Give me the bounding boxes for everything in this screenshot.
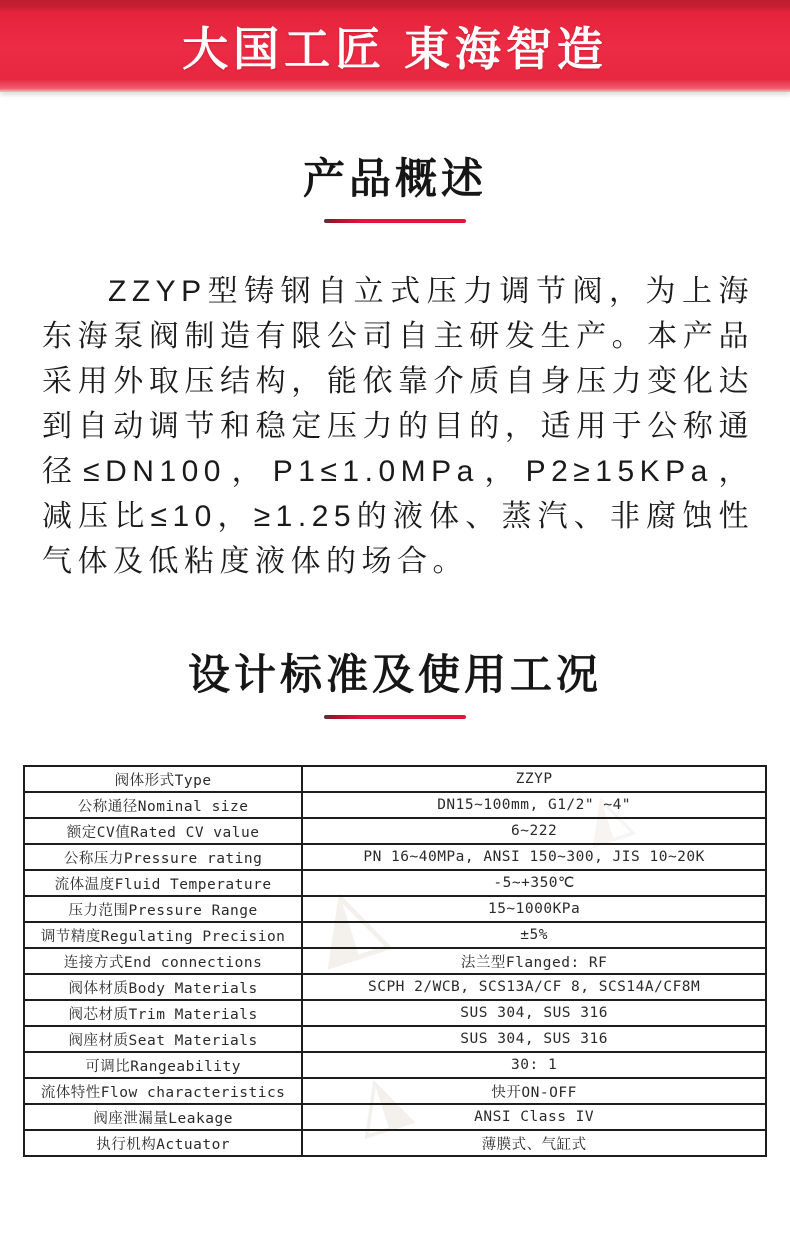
table-row bbox=[24, 974, 766, 1000]
table-row bbox=[24, 922, 766, 948]
spec-label: 公称压力Pressure rating bbox=[24, 844, 302, 870]
spec-value: 30: 1 bbox=[302, 1052, 766, 1078]
watermark-logo: ◭ bbox=[573, 775, 639, 854]
spec-value: ANSI Class IV bbox=[302, 1104, 766, 1130]
spec-label: 执行机构Actuator bbox=[24, 1130, 302, 1156]
table-row bbox=[24, 1052, 766, 1078]
spec-value: ±5% bbox=[302, 922, 766, 948]
spec-value: 薄膜式、气缸式 bbox=[302, 1130, 766, 1156]
table-row bbox=[24, 792, 766, 818]
design-title: 设计标准及使用工况 bbox=[187, 651, 602, 698]
watermark-logo: ◭ bbox=[299, 861, 396, 979]
overview-section-head bbox=[0, 146, 790, 223]
top-banner bbox=[0, 0, 790, 92]
table-row bbox=[24, 1000, 766, 1026]
spec-value: SUS 304, SUS 316 bbox=[302, 1026, 766, 1052]
table-row bbox=[24, 1026, 766, 1052]
spec-label: 阀体材质Body Materials bbox=[24, 974, 302, 1000]
spec-value: SCPH 2/WCB, SCS13A/CF 8, SCS14A/CF8M bbox=[302, 974, 766, 1000]
table-row bbox=[24, 818, 766, 844]
table-row bbox=[24, 870, 766, 896]
spec-value: 法兰型Flanged: RF bbox=[302, 948, 766, 974]
overview-title-underline bbox=[324, 219, 466, 223]
spec-table bbox=[23, 765, 767, 1157]
spec-value: 6~222 bbox=[302, 818, 766, 844]
table-row bbox=[24, 1104, 766, 1130]
spec-value: 15~1000KPa bbox=[302, 896, 766, 922]
spec-value: SUS 304, SUS 316 bbox=[302, 1000, 766, 1026]
spec-label: 阀座材质Seat Materials bbox=[24, 1026, 302, 1052]
spec-label: 连接方式End connections bbox=[24, 948, 302, 974]
spec-label: 阀座泄漏量Leakage bbox=[24, 1104, 302, 1130]
table-row bbox=[24, 766, 766, 792]
design-section-head bbox=[0, 642, 790, 719]
spec-value: -5~+350℃ bbox=[302, 870, 766, 896]
spec-value: PN 16~40MPa, ANSI 150~300, JIS 10~20K bbox=[302, 844, 766, 870]
table-row bbox=[24, 844, 766, 870]
table-row bbox=[24, 948, 766, 974]
spec-label: 调节精度Regulating Precision bbox=[24, 922, 302, 948]
spec-label: 流体特性Flow characteristics bbox=[24, 1078, 302, 1104]
table-row bbox=[24, 896, 766, 922]
watermark-logo: ◮ bbox=[342, 1054, 418, 1146]
spec-label: 公称通径Nominal size bbox=[24, 792, 302, 818]
table-row bbox=[24, 1078, 766, 1104]
banner-title: 大国工匠 東海智造 bbox=[182, 23, 608, 75]
spec-label: 压力范围Pressure Range bbox=[24, 896, 302, 922]
spec-label: 阀体形式Type bbox=[24, 766, 302, 792]
spec-label: 阀芯材质Trim Materials bbox=[24, 1000, 302, 1026]
design-title-underline bbox=[324, 715, 466, 719]
spec-value: 快开ON-OFF bbox=[302, 1078, 766, 1104]
spec-value: DN15~100mm, G1/2" ~4" bbox=[302, 792, 766, 818]
spec-label: 额定CV值Rated CV value bbox=[24, 818, 302, 844]
spec-label: 可调比Rangeability bbox=[24, 1052, 302, 1078]
spec-label: 流体温度Fluid Temperature bbox=[24, 870, 302, 896]
overview-title: 产品概述 bbox=[302, 155, 487, 202]
spec-table-wrap bbox=[23, 765, 767, 1157]
overview-paragraph: ZZYP型铸钢自立式压力调节阀，为上海东海泵阀制造有限公司自主研发生产。本产品采用外取压结构，能依靠介质自身压力变化达到自动调节和稳定压力的目的，适用于公称通径≤DN100，P1≤1.0MPa，P2≥15KPa，减压比≤10，≥1.25的液体、蒸汽、非腐蚀性气体及低粘度液体的场合。 bbox=[42, 275, 754, 578]
table-row bbox=[24, 1130, 766, 1156]
spec-value: ZZYP bbox=[302, 766, 766, 792]
